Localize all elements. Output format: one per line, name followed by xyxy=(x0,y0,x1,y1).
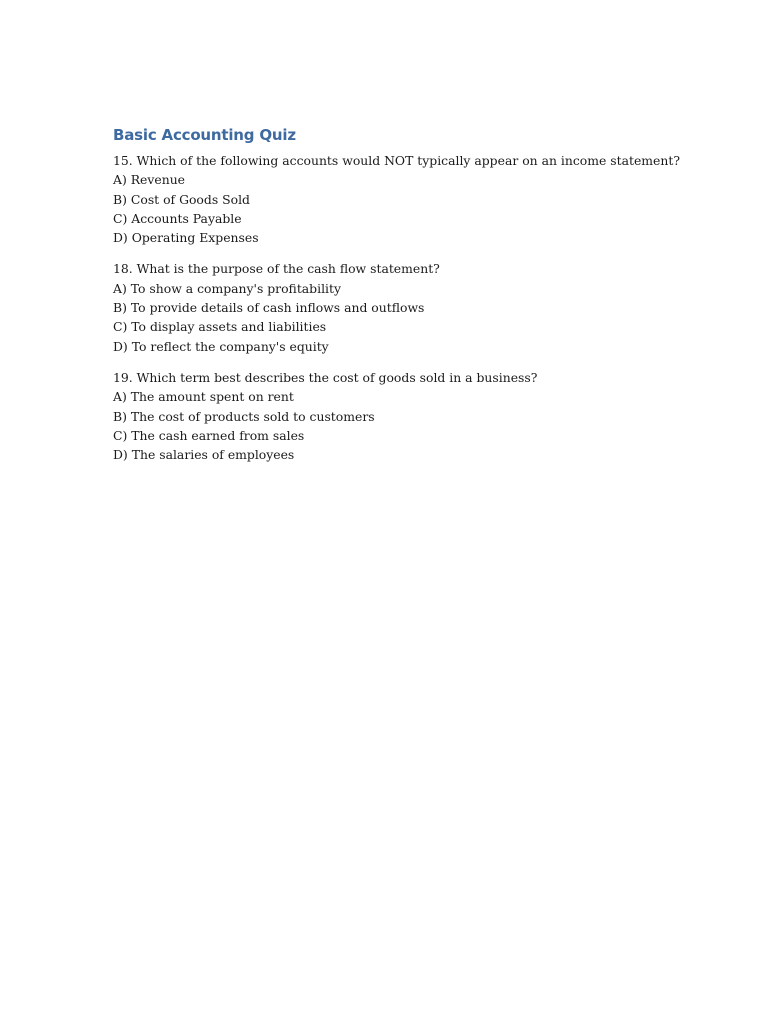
question-prompt: 18. What is the purpose of the cash flow statement? xyxy=(113,261,440,277)
answer-option-d: D) The salaries of employees xyxy=(113,447,295,463)
question-prompt: 15. Which of the following accounts would NOT typically appear on an income statement? xyxy=(113,153,680,168)
question-19 xyxy=(113,368,713,464)
answer-option-c: C) Accounts Payable xyxy=(113,210,242,226)
answer-option-d: D) To reflect the company's equity xyxy=(113,338,329,354)
document-page xyxy=(113,124,713,476)
document-title: Basic Accounting Quiz xyxy=(113,126,296,144)
answer-option-b: B) Cost of Goods Sold xyxy=(113,191,250,207)
answer-option-a: A) The amount spent on rent xyxy=(113,389,294,405)
question-prompt: 19. Which term best describes the cost of goods sold in a business? xyxy=(113,369,538,385)
question-18 xyxy=(113,259,713,355)
answer-option-c: C) To display assets and liabilities xyxy=(113,319,327,335)
answer-option-d: D) Operating Expenses xyxy=(113,230,259,246)
question-15 xyxy=(113,151,713,247)
answer-option-b: B) The cost of products sold to customers xyxy=(113,408,375,424)
answer-option-a: A) Revenue xyxy=(113,172,186,188)
answer-option-b: B) To provide details of cash inflows and outflows xyxy=(113,300,425,316)
answer-option-a: A) To show a company's profitability xyxy=(113,280,341,296)
answer-option-c: C) The cash earned from sales xyxy=(113,427,305,443)
